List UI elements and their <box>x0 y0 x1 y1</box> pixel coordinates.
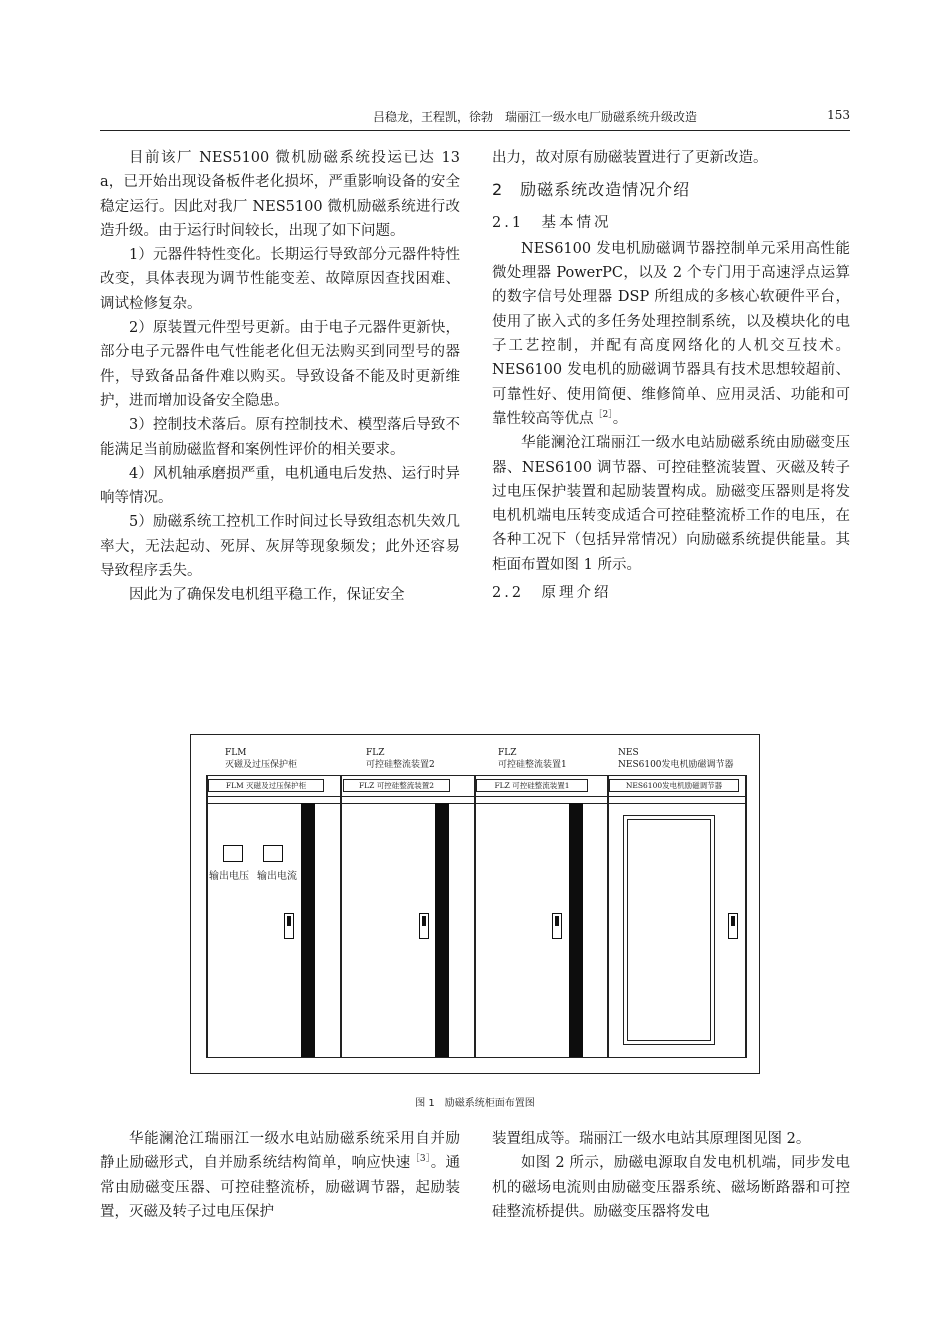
frame-line <box>206 775 208 1058</box>
label-strip: FLZ 可控硅整流装置2 <box>343 779 450 792</box>
paragraph-text: 华能澜沧江瑞丽江一级水电站励磁系统采用自并励静止励磁形式，自并励系统结构简单，响应快速 <box>100 1131 460 1172</box>
page-number: 153 <box>827 108 850 122</box>
cabinet-name: 灭磁及过压保护柜 <box>225 760 298 770</box>
figure-caption: 图 1 励磁系统柜面布置图 <box>415 1098 535 1109</box>
door-handle-icon <box>728 913 738 939</box>
frame-line <box>206 775 746 776</box>
paragraph: 华能澜沧江瑞丽江一级水电站励磁系统由励磁变压器、NES6100 调节器、可控硅整流装置、灭磁及转子过电压保护装置和起励装置构成。励磁变压器则是将发电机机端电压转变成适合可控硅整流桥工作的电压，在各种工况下（包括异常情况）向励磁系统提供能量。其柜面布置如图 1 所示。 <box>492 435 850 573</box>
paragraph <box>492 237 850 431</box>
paragraph-text: 。 <box>612 410 628 427</box>
paragraph: 2）原装置元件型号更新。由于电子元器件更新快，部分电子元器件电气性能老化但无法购买到同型号的器件，导致备品备件难以购买。导致设备不能及时更新维护，进而增加设备安全隐患。 <box>100 320 460 409</box>
window-panel <box>623 815 715 1045</box>
cabinet-bar <box>569 803 583 1057</box>
paragraph-text: 。通常由励磁变压器、可控硅整流桥，励磁调节器，起励装置，灭磁及转子过电压保护 <box>100 1155 461 1220</box>
voltage-meter-icon <box>223 845 243 862</box>
paragraph: 5）励磁系统工控机工作时间过长导致组态机失效几率大，无法起动、死屏、灰屏等现象频发；此外还容易导致程序丢失。 <box>100 514 460 580</box>
running-header: 吕稳龙，王程凯，徐勃 瑞丽江一级水电厂励磁系统升级改造 <box>372 110 697 124</box>
frame-line <box>206 796 746 797</box>
cabinet-layout-figure <box>190 734 760 1074</box>
cabinet-name: 可控硅整流装置2 <box>366 760 435 770</box>
subsection-heading: 2.2 原理介绍 <box>492 585 612 602</box>
door-handle-icon <box>284 913 294 939</box>
bottom-right-column <box>492 1127 850 1224</box>
cabinet-header-flz1 <box>498 747 567 771</box>
paragraph: 因此为了确保发电机组平稳工作，保证安全 <box>129 587 405 604</box>
frame-line <box>607 775 609 1058</box>
frame-line <box>340 775 342 1058</box>
frame-line <box>206 803 746 804</box>
paragraph: 如图 2 所示，励磁电源取自发电机机端，同步发电机的磁场电流则由励磁变压器系统、磁场断路器和可控硅整流桥提供。励磁变压器将发电 <box>492 1155 850 1220</box>
paragraph <box>100 1127 460 1224</box>
paragraph: 出力，故对原有励磁装置进行了更新改造。 <box>492 150 768 166</box>
frame-line <box>206 1057 746 1058</box>
door-handle-icon <box>419 913 429 939</box>
cabinet-bar <box>435 803 449 1057</box>
subsection-heading: 2.1 基本情况 <box>492 214 612 231</box>
header-rule <box>100 130 850 131</box>
left-column <box>100 146 460 608</box>
paragraph: 4）风机轴承磨损严重，电机通电后发热、运行时异响等情况。 <box>100 465 460 507</box>
cabinet-header-flm <box>225 747 297 771</box>
cabinet-code: FLZ <box>498 748 517 758</box>
cabinet-name: NES6100发电机励磁调节器 <box>618 760 734 770</box>
paragraph-text: NES6100 发电机励磁调节器控制单元采用高性能微处理器 PowerPC，以及 2 个专门用于高速浮点运算的数字信号处理器 DSP 所组成的多核心软硬件平台，使用了嵌入式的多任务处理控制系统，以及模块化的电子工艺控制，并配有高度网络化的人机交互技术。NES6100 发电机的励磁调节器具有技术思想较超前、可靠性好、使用简便、维修简单、应用灵活、功能和可靠性较高等优点 <box>492 240 850 427</box>
paragraph: 1）元器件特性变化。长期运行导致部分元器件特性改变，具体表现为调节性能变差、故障原因查找困难、调试检修复杂。 <box>100 247 460 312</box>
frame-line <box>745 775 747 1058</box>
label-strip: NES6100发电机励磁调节器 <box>609 779 739 792</box>
cabinet-name: 可控硅整流装置1 <box>498 760 567 770</box>
label-strip: FLM 灭磁及过压保护柜 <box>208 779 324 792</box>
right-column <box>492 146 850 607</box>
cabinet-code: FLZ <box>366 748 385 758</box>
citation: ［2］ <box>593 409 613 420</box>
paragraph: 目前该厂 NES5100 微机励磁系统投运已达 13 a，已开始出现设备板件老化损坏，严重影响设备的安全稳定运行。因此对我厂 NES5100 微机励磁系统进行改造升级。由于运行时间较长，出现了如下问题。 <box>100 150 460 239</box>
paragraph: 装置组成等。瑞丽江一级水电站其原理图见图 2。 <box>492 1131 811 1147</box>
cabinet-bar <box>301 803 315 1057</box>
section-heading: 2 励磁系统改造情况介绍 <box>492 180 691 200</box>
current-meter-icon <box>263 845 283 862</box>
meter-label: 输出电流 <box>257 871 297 882</box>
cabinet-header-nes <box>618 747 734 771</box>
door-handle-icon <box>552 913 562 939</box>
cabinet-code: FLM <box>225 748 247 758</box>
cabinet-code: NES <box>618 748 639 758</box>
citation: ［3］ <box>410 1154 431 1165</box>
bottom-left-column <box>100 1127 460 1224</box>
paragraph: 3）控制技术落后。原有控制技术、模型落后导致不能满足当前励磁监督和案例性评价的相关要求。 <box>100 417 460 458</box>
frame-line <box>474 775 476 1058</box>
meter-label: 输出电压 <box>209 871 249 882</box>
label-strip: FLZ 可控硅整流装置1 <box>476 779 588 792</box>
cabinet-header-flz2 <box>366 747 435 771</box>
